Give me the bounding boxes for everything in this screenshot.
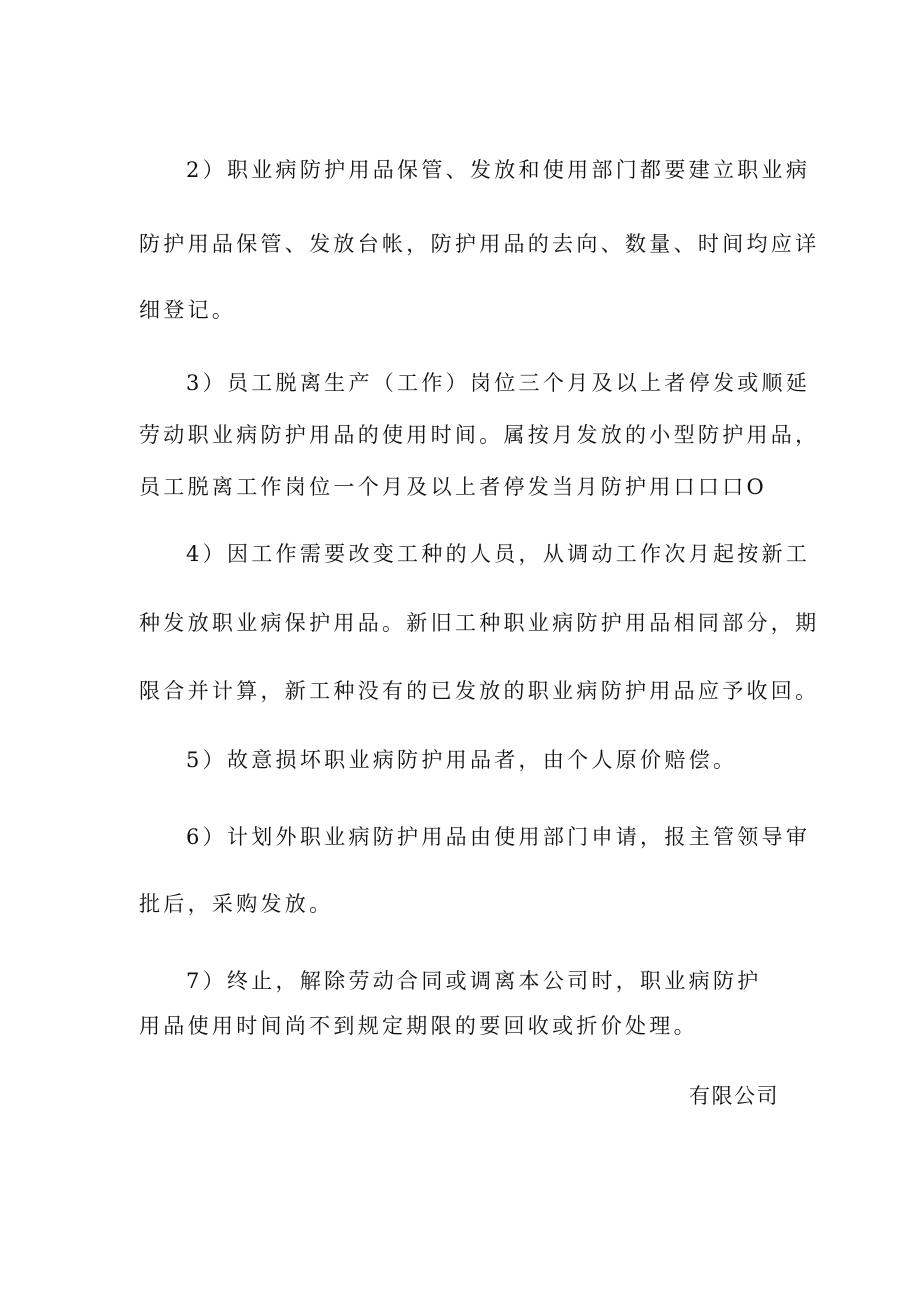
paragraph-line: 种发放职业病保护用品。新旧工种职业病防护用品相同部分，期: [139, 611, 820, 635]
paragraph-line: 细登记。: [139, 298, 237, 322]
paragraph-line: 3）员工脱离生产（工作）岗位三个月及以上者停发或顺延: [186, 371, 811, 395]
paragraph-line: 防护用品保管、发放台帐，防护用品的去向、数量、时间均应详: [139, 232, 820, 256]
paragraph-line: 6）计划外职业病防护用品由使用部门申请，报主管领导审: [186, 825, 811, 849]
paragraph-line: 7）终止，解除劳动合同或调离本公司时，职业病防护: [186, 969, 762, 993]
paragraph-line: 批后，采购发放。: [139, 892, 334, 916]
paragraph-line: 限合并计算，新工种没有的已发放的职业病防护用品应予收回。: [139, 679, 820, 703]
paragraph-line: 用品使用时间尚不到规定期限的要回收或折价处理。: [139, 1014, 698, 1038]
paragraph-line: 5）故意损坏职业病防护用品者，由个人原价赔偿。: [186, 748, 738, 772]
paragraph-line: 4）因工作需要改变工种的人员，从调动工作次月起按新工: [186, 542, 811, 566]
paragraph-line: 劳动职业病防护用品的使用时间。属按月发放的小型防护用品，: [139, 423, 820, 447]
company-signature: 有限公司: [689, 1084, 779, 1108]
paragraph-line: 员工脱离工作岗位一个月及以上者停发当月防护用口口口O: [139, 475, 768, 499]
paragraph-line: 2）职业病防护用品保管、发放和使用部门都要建立职业病: [186, 158, 811, 182]
